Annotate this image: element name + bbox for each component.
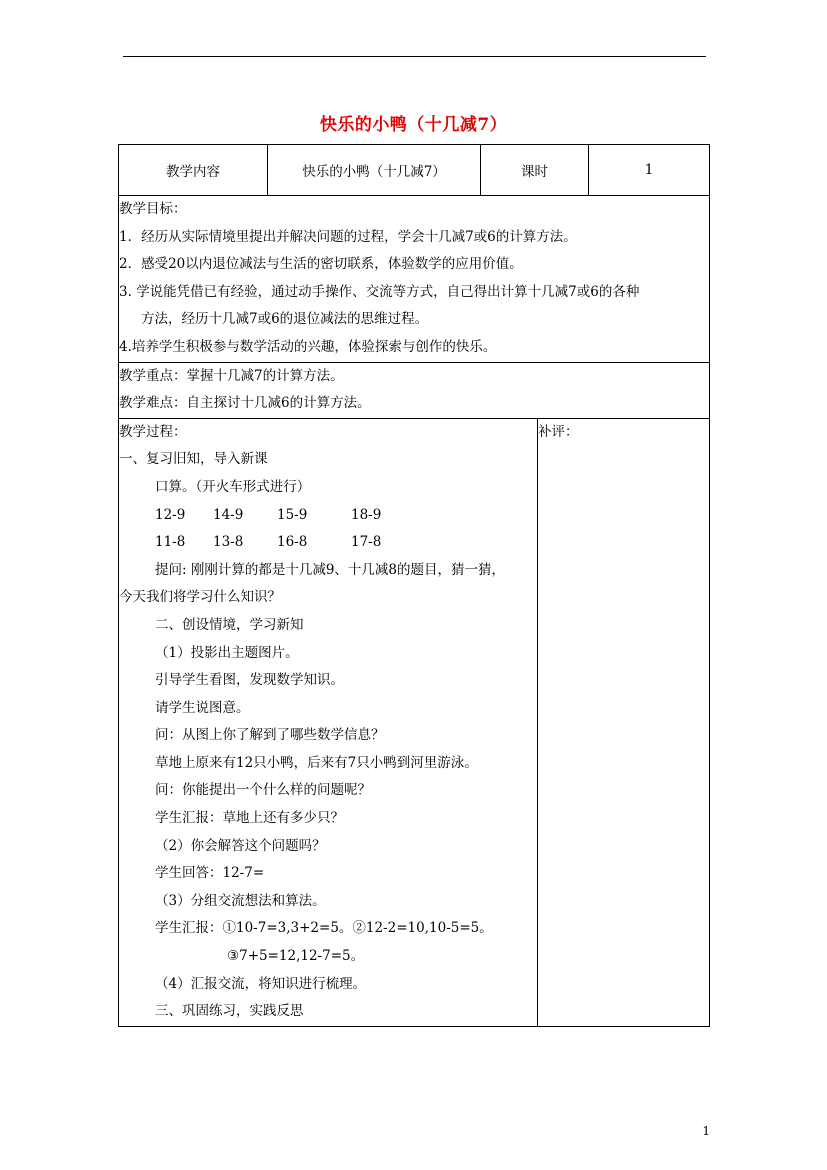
step-text: （3）分组交流想法和算法。 (155, 892, 326, 909)
step-text: 问：你能提出一个什么样的问题呢？ (155, 782, 371, 799)
step-text: （1）投影出主题图片。 (155, 644, 299, 661)
teaching-difficulty: 教学难点：自主探讨十几减6的计算方法。 (119, 395, 371, 412)
process-cell (119, 418, 538, 1026)
step-text: 学生汇报：草地上还有多少只？ (155, 810, 344, 827)
comment-cell (538, 418, 710, 1026)
page-number: 1 (702, 1124, 710, 1138)
period-label: 课时 (481, 145, 589, 196)
step-text: ③7+5=12,12-7=5。 (227, 948, 365, 965)
header-row (119, 145, 710, 196)
question-text-continued: 今天我们将学习什么知识？ (119, 589, 281, 606)
exercise-item: 15-9 (277, 506, 308, 523)
objectives-row (119, 196, 710, 363)
step-text: （4）汇报交流，将知识进行梳理。 (155, 975, 367, 992)
exercise-row (119, 529, 537, 557)
key-points-row (119, 362, 710, 418)
question-text: 提问: 刚刚计算的都是十几减9、十几减8的题目，猜一猜， (155, 561, 506, 578)
content-label: 教学内容 (119, 145, 268, 196)
comment-label: 补评： (538, 423, 579, 440)
objective-item: 3. 学说能凭借已有经验，通过动手操作、交流等方式，自己得出计算十几减7或6的各种 (119, 283, 640, 300)
content-value: 快乐的小鸭（十几减7） (268, 145, 481, 196)
exercise-item: 18-9 (351, 506, 382, 523)
header-rule (123, 56, 706, 57)
period-value: 1 (589, 145, 710, 196)
step-text: 学生汇报：①10-7=3,3+2=5。②12-2=10,10-5=5。 (155, 920, 493, 937)
document-title: 快乐的小鸭（十几减7） (319, 115, 508, 135)
exercise-item: 17-8 (351, 534, 382, 551)
objective-item-continued: 方法，经历十几减7或6的退位减法的思维过程。 (141, 311, 429, 328)
step-text: 引导学生看图，发现数学知识。 (155, 672, 344, 689)
exercise-item: 16-8 (277, 534, 308, 551)
process-heading: 教学过程： (119, 423, 187, 440)
step-text: 请学生说图意。 (155, 699, 250, 716)
objective-item: 2．感受20以内退位减法与生活的密切联系，体验数学的应用价值。 (119, 256, 523, 273)
objective-item: 1．经历从实际情境里提出并解决问题的过程，学会十几减7或6的计算方法。 (119, 228, 577, 245)
exercise-item: 12-9 (155, 506, 186, 523)
objectives-cell (119, 196, 710, 363)
section-heading: 二、创设情境，学习新知 (155, 616, 304, 633)
oral-calculation: 口算。（开火车形式进行） (155, 478, 311, 495)
step-text: 草地上原来有12只小鸭，后来有7只小鸭到河里游泳。 (155, 754, 478, 771)
key-points-cell (119, 362, 710, 418)
objective-item: 4.培养学生积极参与数学活动的兴趣，体验探索与创作的快乐。 (119, 338, 497, 355)
exercise-row (119, 502, 537, 530)
section-heading: 一、复习旧知，导入新课 (119, 451, 268, 468)
step-text: （2）你会解答这个问题吗？ (155, 837, 326, 854)
lesson-plan-table (118, 144, 710, 1027)
step-text: 学生回答：12-7= (155, 865, 265, 882)
exercise-item: 14-9 (213, 506, 244, 523)
step-text: 问：从图上你了解到了哪些数学信息？ (155, 727, 385, 744)
teaching-focus: 教学重点：掌握十几减7的计算方法。 (119, 367, 344, 384)
process-row (119, 418, 710, 1026)
section-heading: 三、巩固练习，实践反思 (155, 1003, 304, 1020)
exercise-item: 11-8 (155, 534, 186, 551)
objectives-heading: 教学目标： (119, 201, 187, 217)
exercise-item: 13-8 (213, 534, 244, 551)
